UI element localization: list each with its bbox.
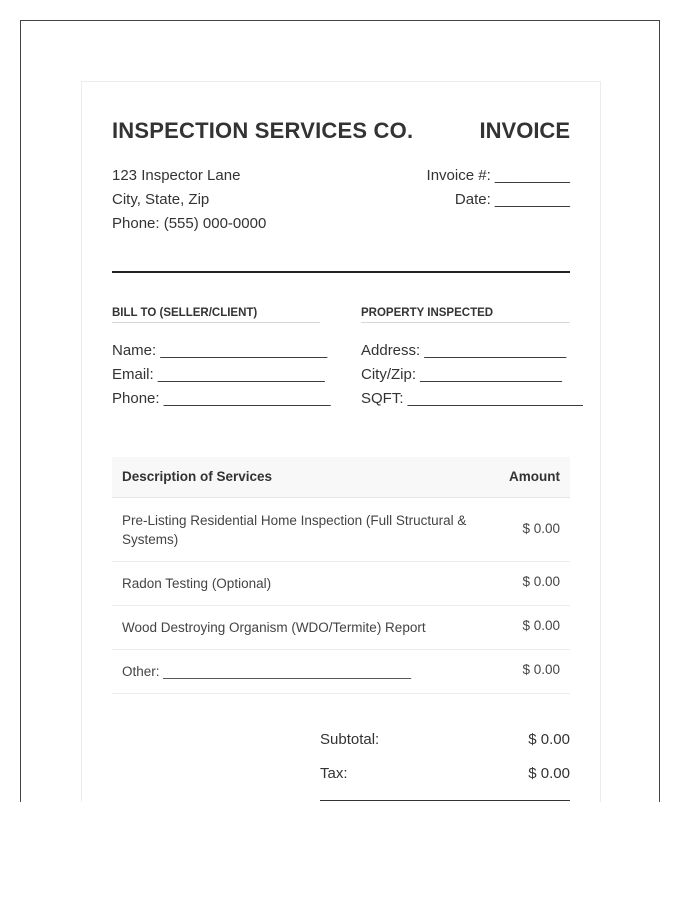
service-description: Wood Destroying Organism (WDO/Termite) Report [122, 620, 426, 635]
table-row [112, 498, 570, 562]
service-description-other[interactable]: Other: _________________________________ [122, 664, 412, 679]
header-divider [112, 271, 570, 273]
table-header [112, 457, 570, 498]
service-amount[interactable]: $ 0.00 [522, 574, 560, 589]
service-amount[interactable]: $ 0.00 [522, 521, 560, 536]
col-amount-header: Amount [509, 469, 560, 484]
service-description: Radon Testing (Optional) [122, 576, 272, 591]
property-heading: PROPERTY INSPECTED [361, 307, 494, 319]
client-name-field[interactable]: Name: ____________________ [112, 342, 328, 359]
tax-value: $ 0.00 [528, 765, 570, 782]
client-phone-field[interactable]: Phone: ____________________ [112, 390, 331, 407]
company-address-street: 123 Inspector Lane [112, 167, 241, 184]
property-divider [361, 322, 570, 323]
table-row [112, 562, 570, 606]
subtotal-label: Subtotal: [320, 731, 380, 748]
client-email-field[interactable]: Email: ____________________ [112, 366, 325, 383]
invoice-title: INVOICE [479, 118, 570, 143]
service-amount[interactable]: $ 0.00 [522, 618, 560, 633]
totals-divider [320, 800, 570, 801]
property-sqft-field[interactable]: SQFT: _____________________ [361, 390, 583, 407]
invoice-number-field[interactable]: Invoice #: _________ [426, 167, 570, 184]
service-amount[interactable]: $ 0.00 [522, 662, 560, 677]
service-description: Pre-Listing Residential Home Inspection (Full Structural & Systems) [122, 513, 467, 547]
subtotal-value: $ 0.00 [528, 731, 570, 748]
tax-label: Tax: [320, 765, 348, 782]
company-address-city: City, State, Zip [112, 191, 210, 208]
company-name: INSPECTION SERVICES CO. [112, 118, 414, 143]
services-table [112, 457, 570, 694]
table-row [112, 606, 570, 650]
col-description-header: Description of Services [122, 469, 273, 484]
table-row [112, 650, 570, 694]
bill-to-divider [112, 322, 320, 323]
invoice-date-field[interactable]: Date: _________ [454, 191, 570, 208]
property-address-field[interactable]: Address: _________________ [361, 342, 567, 359]
property-cityzip-field[interactable]: City/Zip: _________________ [361, 366, 562, 383]
company-phone: Phone: (555) 000-0000 [112, 215, 267, 232]
bill-to-heading: BILL TO (SELLER/CLIENT) [112, 307, 258, 319]
